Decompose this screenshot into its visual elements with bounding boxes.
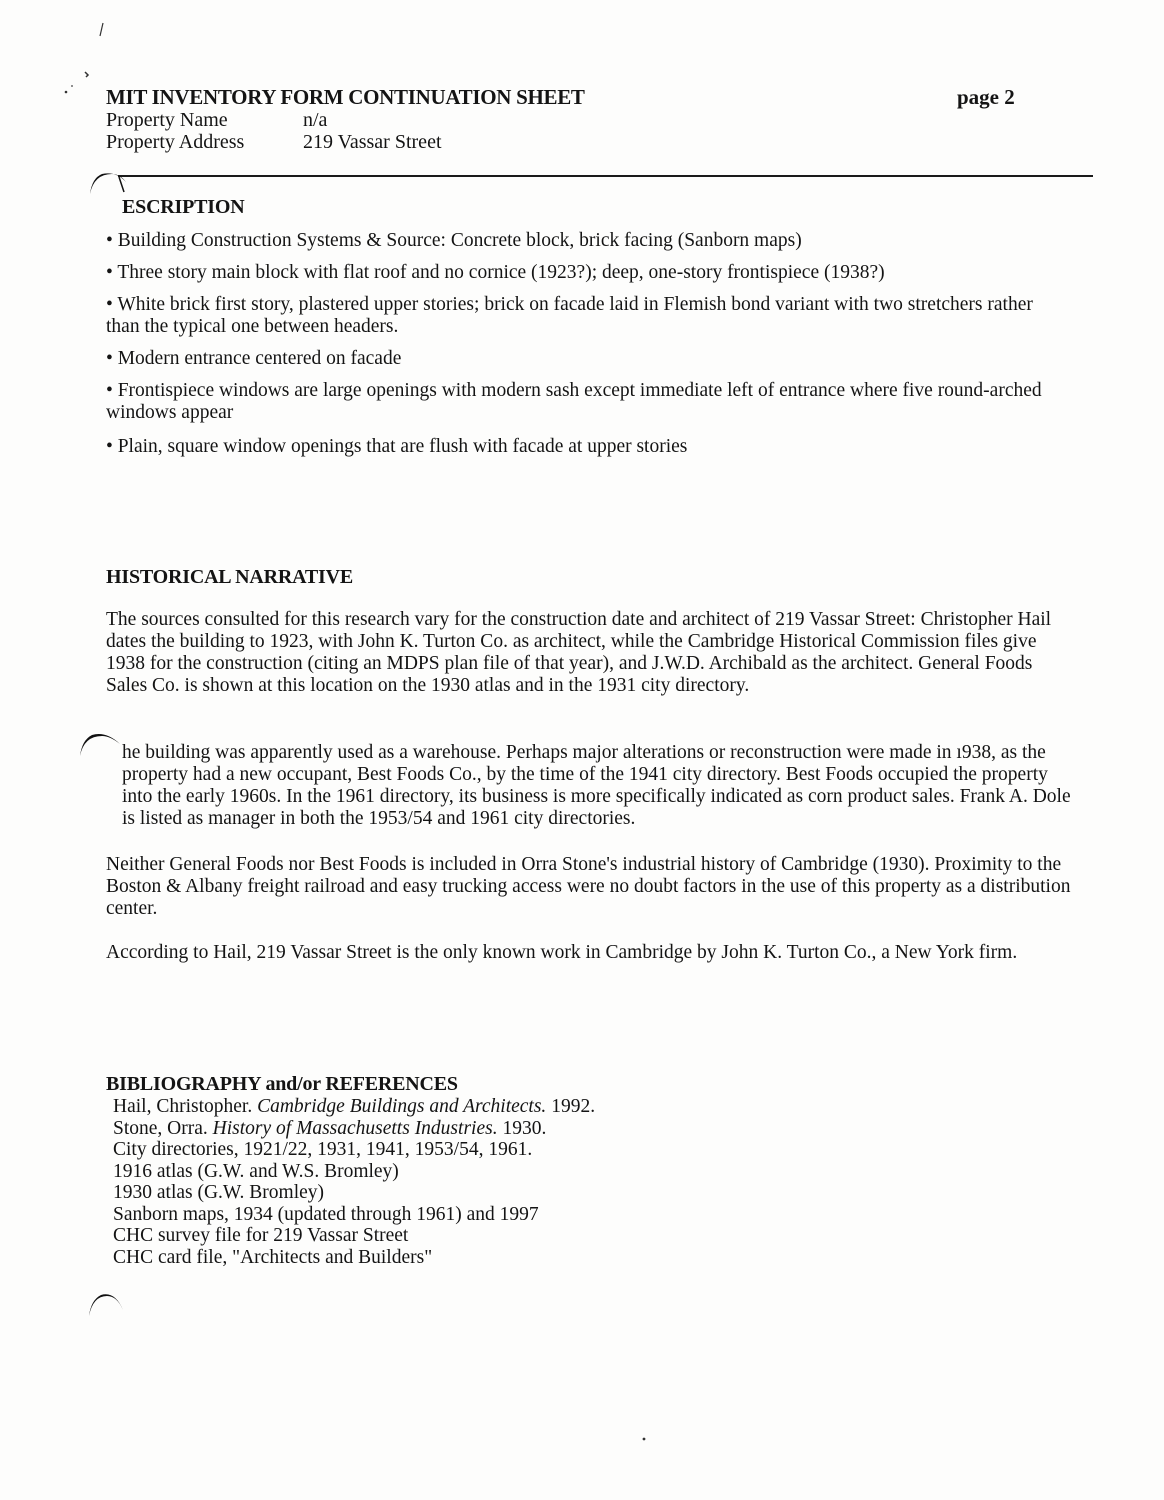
description-bullet: • Modern entrance centered on facade (106, 348, 402, 369)
description-bullet: • Frontispiece windows are large openings with modern sash except immediate left of entrance where five round-arched windows appear (106, 380, 1042, 423)
bibliography-entry: Stone, Orra. History of Massachusetts Industries. 1930. (113, 1117, 547, 1139)
bibliography-entry: City directories, 1921/22, 1931, 1941, 1953/54, 1961. (113, 1139, 533, 1160)
description-bullet: • Plain, square window openings that are flush with facade at upper stories (106, 436, 688, 457)
narrative-heading: HISTORICAL NARRATIVE (106, 566, 353, 588)
property-name-value: n/a (303, 109, 328, 131)
bibliography-entry: 1930 atlas (G.W. Bromley) (113, 1182, 325, 1203)
description-bullet: • Building Construction Systems & Source: Concrete block, brick facing (Sanborn maps) (106, 230, 802, 251)
bibliography-entry: Sanborn maps, 1934 (updated through 1961) and 1997 (113, 1203, 539, 1225)
header-divider (118, 175, 1093, 177)
description-heading: ESCRIPTION (122, 196, 245, 218)
narrative-paragraph: The sources consulted for this research vary for the construction date and architect of 219 Vassar Street: Christopher Hail dates the building to 1923, with John K. Turton Co. as architect, while the Cambridge Historical Commission files give 1938 for the construction (citing an MDPS plan file of that year), and J.W.D. Archibald as the architect. General Foods Sales Co. is shown at this location on the 1930 atlas and in the 1931 city directory. (106, 609, 1052, 696)
property-address-label: Property Address (106, 131, 245, 153)
punch-hole-shadow (85, 1290, 135, 1320)
narrative-paragraph: he building was apparently used as a warehouse. Perhaps major alterations or reconstruction were made in ı938, as the property had a new occupant, Best Foods Co., by the time of the 1941 city directory. Best Foods occupied the property into the early 1960s. In the 1961 directory, its business is more specifically indicated as corn product sales. Frank A. Dole is listed as manager in both the 1953/54 and 1961 city directories. (122, 742, 1071, 829)
bibliography-entry: CHC card file, "Architects and Builders" (113, 1246, 433, 1268)
bibliography-heading: BIBLIOGRAPHY and/or REFERENCES (106, 1073, 458, 1095)
page-number: page 2 (957, 85, 1015, 109)
bibliography-entry: 1916 atlas (G.W. and W.S. Bromley) (113, 1160, 399, 1182)
punch-hole-shadow (86, 168, 136, 198)
narrative-paragraph: Neither General Foods nor Best Foods is included in Orra Stone's industrial history of Cambridge (1930). Proximity to the Boston & Albany freight railroad and easy trucking access were no doubt factors in the use of this property as a distribution center. (106, 854, 1071, 919)
bibliography-entry: CHC survey file for 219 Vassar Street (113, 1225, 409, 1246)
property-address-value: 219 Vassar Street (303, 131, 442, 153)
bibliography-list (113, 1096, 595, 1268)
description-bullet: • White brick first story, plastered upper stories; brick on facade laid in Flemish bond variant with two stretchers rather than the typical one between headers. (106, 294, 1033, 337)
narrative-paragraph: According to Hail, 219 Vassar Street is the only known work in Cambridge by John K. Turton Co., a New York firm. (106, 942, 1018, 963)
punch-hole-shadow (76, 730, 126, 760)
form-title: MIT INVENTORY FORM CONTINUATION SHEET (106, 85, 585, 109)
scan-speck-mark (640, 1435, 650, 1445)
description-bullet: • Three story main block with flat roof and no cornice (1923?); deep, one-story frontispiece (1938?) (106, 262, 885, 283)
property-name-label: Property Name (106, 109, 228, 131)
scan-speck-mark (60, 20, 110, 100)
bibliography-entry: Hail, Christopher. Cambridge Buildings and Architects. 1992. (113, 1096, 596, 1117)
